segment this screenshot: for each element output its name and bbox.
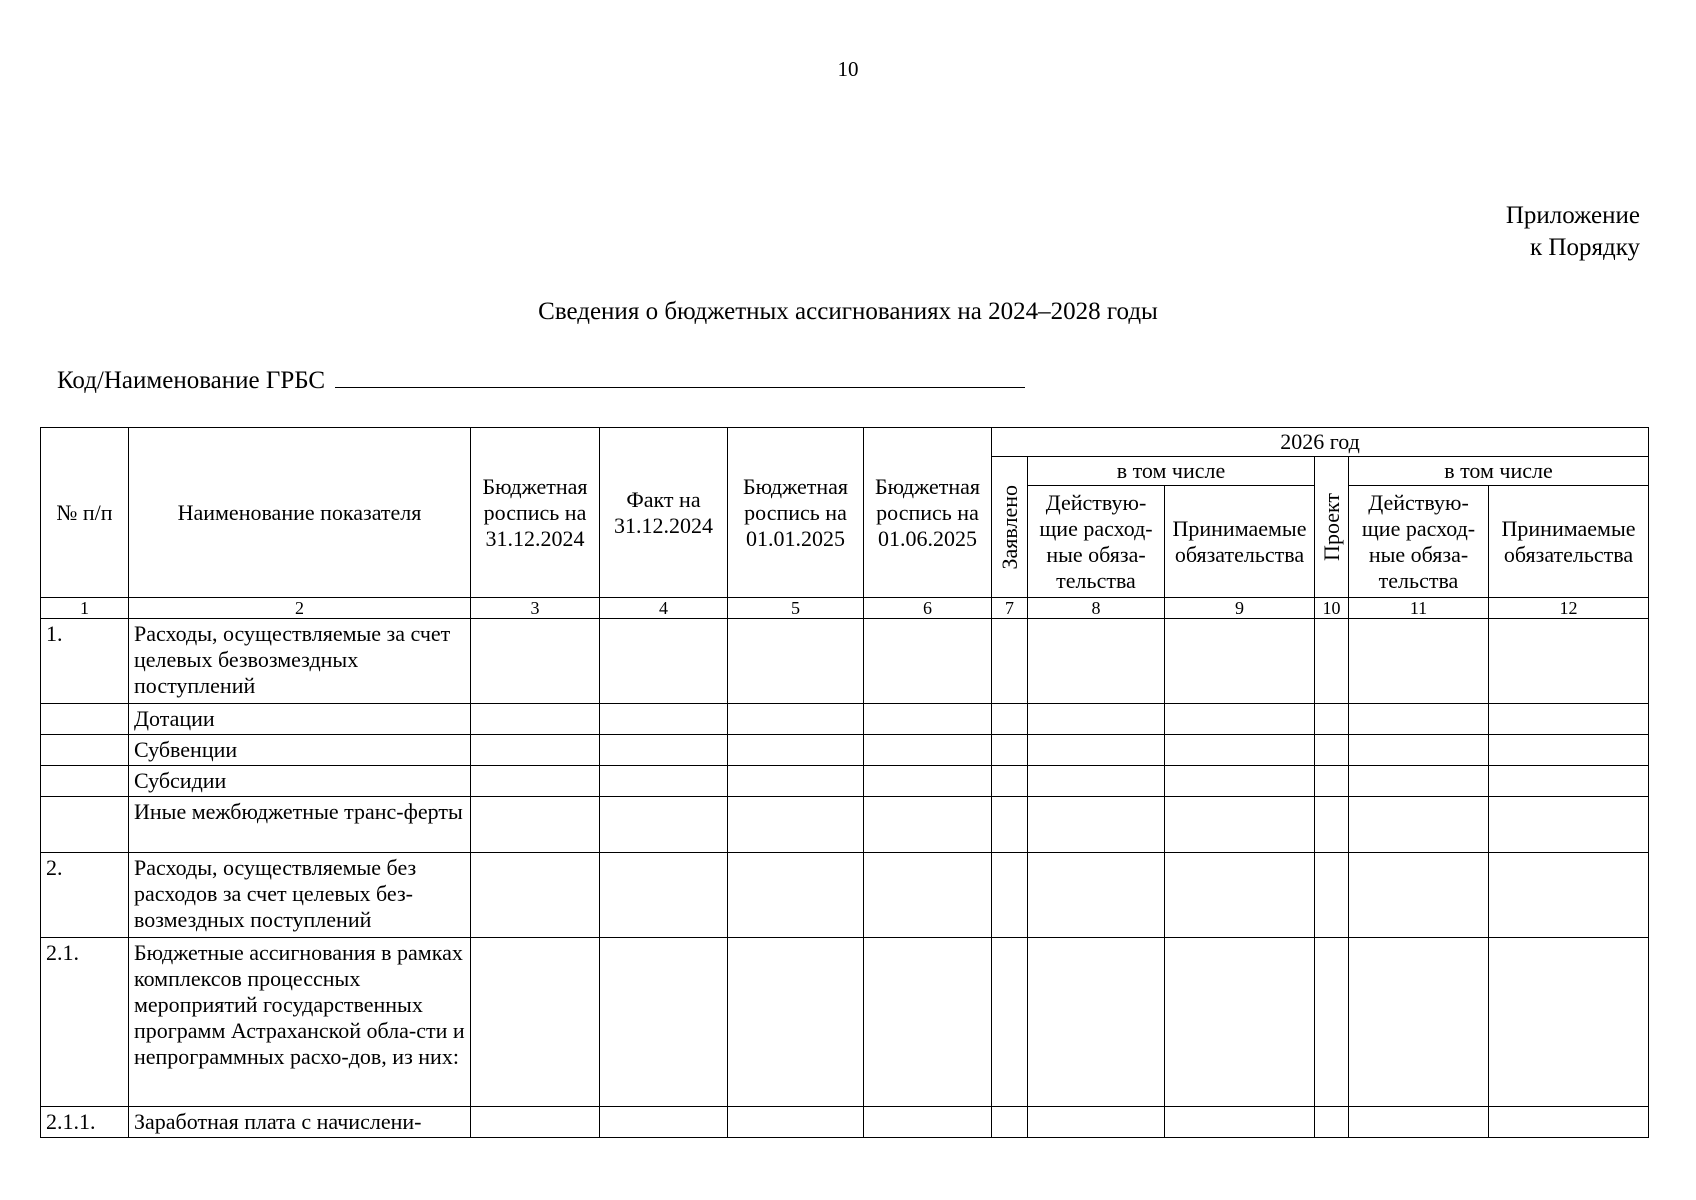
cell: [728, 797, 864, 853]
cell: [1349, 1107, 1489, 1138]
cell: [864, 704, 992, 735]
cell: [1165, 766, 1315, 797]
cell: [992, 766, 1028, 797]
row-name: Иные межбюджетные транс-ферты: [129, 797, 471, 853]
header-declared-label: Заявлено: [996, 484, 1022, 570]
cell: [992, 853, 1028, 938]
cell: [1028, 766, 1165, 797]
cell: [1028, 853, 1165, 938]
cell: [1165, 619, 1315, 704]
cell: [728, 853, 864, 938]
cell: [1165, 735, 1315, 766]
column-number: 8: [1028, 598, 1165, 619]
cell: [1349, 735, 1489, 766]
cell: [600, 853, 728, 938]
cell: [728, 766, 864, 797]
cell: [864, 938, 992, 1107]
cell: [1315, 1107, 1349, 1138]
cell: [600, 766, 728, 797]
cell: [1028, 619, 1165, 704]
table-row: [41, 1107, 1649, 1138]
cell: [1165, 1107, 1315, 1138]
cell: [1349, 766, 1489, 797]
column-number: 10: [1315, 598, 1349, 619]
cell: [471, 735, 600, 766]
cell: [1165, 853, 1315, 938]
table-row: [41, 797, 1649, 853]
cell: [1028, 797, 1165, 853]
cell: [600, 797, 728, 853]
row-num: [41, 797, 129, 853]
budget-table: [40, 427, 1649, 1138]
header-col-6: Бюджетная роспись на 01.06.2025: [864, 428, 992, 598]
grbs-label: Код/Наименование ГРБС: [57, 367, 326, 394]
cell: [1489, 853, 1649, 938]
header-accepted-obligations-1: Принимаемые обязательства: [1165, 486, 1315, 598]
column-number: 1: [41, 598, 129, 619]
cell: [1349, 938, 1489, 1107]
table-row: [41, 735, 1649, 766]
header-year-group: 2026 год: [992, 428, 1649, 457]
cell: [471, 938, 600, 1107]
cell: [1028, 938, 1165, 1107]
cell: [1489, 797, 1649, 853]
cell: [1315, 735, 1349, 766]
column-number: 3: [471, 598, 600, 619]
row-name: Субсидии: [129, 766, 471, 797]
cell: [1489, 619, 1649, 704]
cell: [1315, 766, 1349, 797]
row-num: 1.: [41, 619, 129, 704]
column-number-row: [41, 598, 1649, 619]
grbs-blank-line: [335, 365, 1025, 388]
cell: [471, 1107, 600, 1138]
column-number: 12: [1489, 598, 1649, 619]
cell: [992, 735, 1028, 766]
cell: [728, 704, 864, 735]
header-col-4: Факт на 31.12.2024: [600, 428, 728, 598]
table-row: [41, 619, 1649, 704]
cell: [1165, 797, 1315, 853]
cell: [600, 704, 728, 735]
cell: [600, 938, 728, 1107]
row-num: 2.: [41, 853, 129, 938]
row-num: 2.1.1.: [41, 1107, 129, 1138]
table-row: [41, 704, 1649, 735]
cell: [864, 853, 992, 938]
cell: [1489, 1107, 1649, 1138]
row-name: Расходы, осуществляемые за счет целевых безвозмездных поступлений: [129, 619, 471, 704]
appendix-note: [1506, 200, 1640, 264]
cell: [992, 619, 1028, 704]
cell: [864, 1107, 992, 1138]
column-number: 6: [864, 598, 992, 619]
row-name: Заработная плата с начислени-: [129, 1107, 471, 1138]
cell: [1315, 704, 1349, 735]
cell: [1028, 704, 1165, 735]
cell: [600, 735, 728, 766]
row-num: [41, 704, 129, 735]
cell: [864, 735, 992, 766]
header-including-1: в том числе: [1028, 457, 1315, 486]
cell: [864, 619, 992, 704]
cell: [1315, 797, 1349, 853]
cell: [1349, 797, 1489, 853]
cell: [728, 1107, 864, 1138]
cell: [1165, 704, 1315, 735]
cell: [992, 704, 1028, 735]
cell: [1028, 1107, 1165, 1138]
table-row: [41, 766, 1649, 797]
cell: [992, 797, 1028, 853]
header-project-label: Проект: [1318, 493, 1344, 561]
grbs-field: [57, 365, 1025, 395]
row-num: 2.1.: [41, 938, 129, 1107]
cell: [992, 1107, 1028, 1138]
column-number: 7: [992, 598, 1028, 619]
column-number: 9: [1165, 598, 1315, 619]
header-current-obligations-2: Действую-щие расход-ные обяза-тельства: [1349, 486, 1489, 598]
cell: [600, 619, 728, 704]
cell: [1489, 938, 1649, 1107]
header-accepted-obligations-2: Принимаемые обязательства: [1489, 486, 1649, 598]
cell: [471, 619, 600, 704]
cell: [1349, 619, 1489, 704]
row-num: [41, 735, 129, 766]
cell: [1315, 853, 1349, 938]
cell: [1028, 735, 1165, 766]
header-current-obligations-1: Действую-щие расход-ные обяза-тельства: [1028, 486, 1165, 598]
column-number: 11: [1349, 598, 1489, 619]
header-col-5: Бюджетная роспись на 01.01.2025: [728, 428, 864, 598]
row-num: [41, 766, 129, 797]
cell: [1489, 704, 1649, 735]
header-project: [1315, 457, 1349, 598]
cell: [471, 766, 600, 797]
cell: [1489, 735, 1649, 766]
header-including-2: в том числе: [1349, 457, 1649, 486]
appendix-line-1: Приложение: [1505, 202, 1640, 229]
document-title: Сведения о бюджетных ассигнованиях на 2024–2028 годы: [538, 298, 1158, 325]
cell: [471, 797, 600, 853]
cell: [992, 938, 1028, 1107]
cell: [1349, 853, 1489, 938]
cell: [600, 1107, 728, 1138]
table-row: [41, 853, 1649, 938]
header-col-3: Бюджетная роспись на 31.12.2024: [471, 428, 600, 598]
row-name: Расходы, осуществляемые без расходов за счет целевых без-возмездных поступлений: [129, 853, 471, 938]
cell: [1315, 619, 1349, 704]
cell: [864, 766, 992, 797]
cell: [728, 735, 864, 766]
row-name: Дотации: [129, 704, 471, 735]
cell: [1165, 938, 1315, 1107]
header-num: № п/п: [41, 428, 129, 598]
cell: [728, 938, 864, 1107]
page-number: 10: [837, 57, 859, 81]
cell: [728, 619, 864, 704]
row-name: Субвенции: [129, 735, 471, 766]
cell: [1489, 766, 1649, 797]
header-declared: [992, 457, 1028, 598]
column-number: 5: [728, 598, 864, 619]
cell: [1315, 938, 1349, 1107]
column-number: 2: [129, 598, 471, 619]
cell: [471, 704, 600, 735]
cell: [1349, 704, 1489, 735]
column-number: 4: [600, 598, 728, 619]
cell: [471, 853, 600, 938]
cell: [864, 797, 992, 853]
row-name: Бюджетные ассигнования в рамках комплексов процессных мероприятий государственных программ Астраханской обла-сти и непрограммных расхо-дов, из них:: [129, 938, 471, 1107]
appendix-line-2: к Порядку: [1530, 234, 1640, 261]
header-name: Наименование показателя: [129, 428, 471, 598]
table-row: [41, 938, 1649, 1107]
